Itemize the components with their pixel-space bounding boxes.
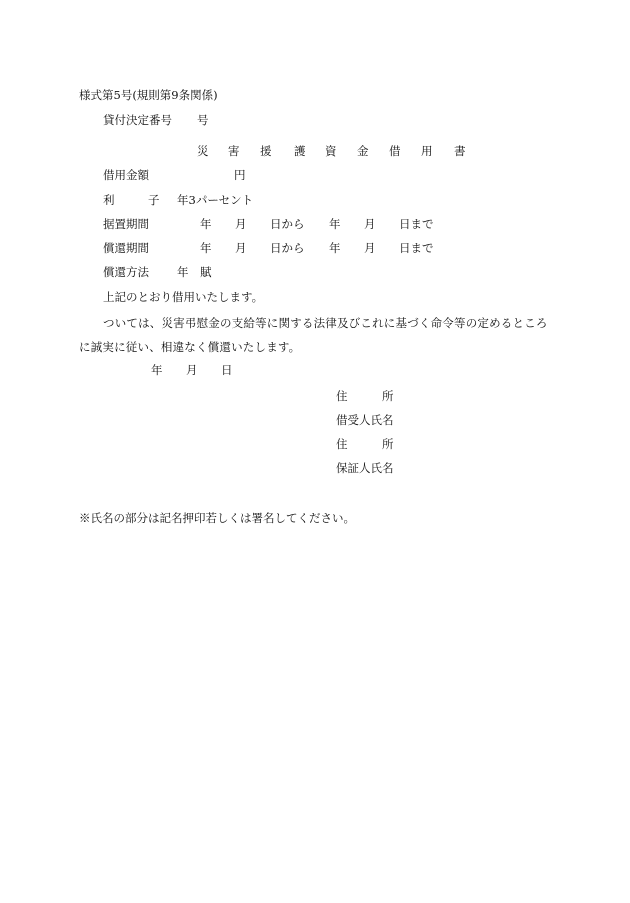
signature-note: ※氏名の部分は記名押印若しくは署名してください。 xyxy=(79,511,355,525)
date-year: 年 xyxy=(151,363,163,377)
repayment-from: 日から xyxy=(270,241,305,255)
guarantor-name-label: 保証人氏名 xyxy=(336,461,394,475)
repayment-month-2: 月 xyxy=(364,241,376,255)
title-char: 金 xyxy=(357,144,369,158)
title-char: 災 xyxy=(197,144,209,158)
deferment-from: 日から xyxy=(270,217,305,231)
borrower-address-label-1: 住 xyxy=(336,389,348,403)
title-char: 護 xyxy=(294,144,306,158)
deferment-label: 据置期間 xyxy=(103,217,149,231)
repayment-until: 日まで xyxy=(399,241,434,255)
statement-borrow: 上記のとおり借用いたします。 xyxy=(103,290,264,304)
interest-label-1: 利 xyxy=(103,193,115,207)
form-label: 様式第5号(規則第9条関係) xyxy=(79,88,218,102)
repayment-method-fu: 賦 xyxy=(200,265,212,279)
borrower-address-label-2: 所 xyxy=(382,389,394,403)
title-char: 書 xyxy=(454,144,466,158)
loan-amount-label: 借用金額 xyxy=(103,168,149,182)
borrower-name-label: 借受人氏名 xyxy=(336,413,394,427)
title-char: 援 xyxy=(260,144,272,158)
repayment-period-label: 償還期間 xyxy=(103,241,149,255)
decision-number-suffix: 号 xyxy=(197,113,209,127)
title-char: 借 xyxy=(389,144,401,158)
repayment-method-year: 年 xyxy=(177,265,189,279)
repayment-method-label: 償還方法 xyxy=(103,265,149,279)
decision-number-label: 貸付決定番号 xyxy=(103,113,172,127)
guarantor-address-label-2: 所 xyxy=(382,437,394,451)
title-char: 害 xyxy=(228,144,240,158)
deferment-until: 日まで xyxy=(399,217,434,231)
deferment-month-1: 月 xyxy=(235,217,247,231)
loan-amount-unit: 円 xyxy=(234,168,246,182)
deferment-year-2: 年 xyxy=(329,217,341,231)
statement-repay-line2: に誠実に従い、相違なく償還いたします。 xyxy=(79,340,301,354)
title-char: 用 xyxy=(421,144,433,158)
repayment-year-1: 年 xyxy=(200,241,212,255)
interest-label-2: 子 xyxy=(148,193,160,207)
date-month: 月 xyxy=(186,363,198,377)
title-char: 資 xyxy=(325,144,337,158)
repayment-month-1: 月 xyxy=(235,241,247,255)
deferment-month-2: 月 xyxy=(364,217,376,231)
statement-repay-line1: ついては、災害弔慰金の支給等に関する法律及びこれに基づく命令等の定めるところ xyxy=(103,316,548,330)
repayment-year-2: 年 xyxy=(329,241,341,255)
deferment-year-1: 年 xyxy=(200,217,212,231)
interest-value: 年3パーセント xyxy=(177,193,254,207)
guarantor-address-label-1: 住 xyxy=(336,437,348,451)
date-day: 日 xyxy=(221,363,233,377)
